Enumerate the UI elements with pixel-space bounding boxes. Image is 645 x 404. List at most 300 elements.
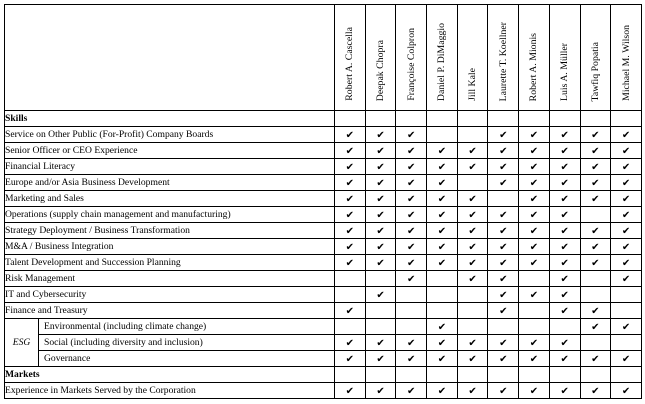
- check-mark-cell: [488, 383, 519, 399]
- check-mark-cell: [457, 271, 488, 287]
- check-mark-icon: ✔: [499, 274, 508, 285]
- skill-label: Operations (supply chain management and manufacturing): [5, 207, 335, 223]
- skill-row: [5, 303, 642, 319]
- check-mark-icon: ✔: [437, 338, 447, 349]
- check-mark-icon: ✔: [468, 194, 477, 205]
- check-mark-icon: ✔: [621, 354, 631, 365]
- check-mark-icon: ✔: [499, 210, 508, 221]
- check-mark-cell: [519, 175, 550, 191]
- check-mark-cell: [335, 207, 366, 223]
- check-mark-cell: [580, 175, 611, 191]
- check-mark-icon: ✔: [499, 290, 508, 301]
- check-mark-icon: ✔: [437, 258, 447, 269]
- check-mark-cell: [611, 159, 642, 175]
- check-mark-icon: ✔: [621, 226, 631, 237]
- empty-cell: [365, 367, 396, 383]
- empty-cell: [365, 303, 396, 319]
- check-mark-cell: [580, 383, 611, 399]
- check-mark-icon: ✔: [591, 178, 600, 189]
- skill-row: [5, 191, 642, 207]
- check-mark-icon: ✔: [468, 242, 477, 253]
- check-mark-icon: ✔: [407, 130, 416, 141]
- check-mark-icon: ✔: [529, 354, 539, 365]
- check-mark-icon: ✔: [621, 162, 631, 173]
- check-mark-cell: [488, 271, 519, 287]
- check-mark-cell: [488, 287, 519, 303]
- check-mark-icon: ✔: [499, 178, 508, 189]
- empty-cell: [457, 303, 488, 319]
- esg-group-label: ESG: [5, 319, 39, 367]
- check-mark-icon: ✔: [407, 210, 416, 221]
- empty-cell: [365, 319, 396, 335]
- check-mark-cell: [611, 175, 642, 191]
- director-name: Michael M. Wilson: [620, 25, 632, 101]
- empty-cell: [580, 287, 611, 303]
- skill-row: [5, 223, 642, 239]
- esg-label: Governance: [39, 351, 335, 367]
- check-mark-cell: [365, 127, 396, 143]
- check-mark-cell: [335, 143, 366, 159]
- check-mark-cell: [365, 255, 396, 271]
- check-mark-cell: [457, 207, 488, 223]
- check-mark-cell: [519, 191, 550, 207]
- check-mark-icon: ✔: [499, 306, 508, 317]
- check-mark-cell: [365, 175, 396, 191]
- director-header: [427, 5, 458, 111]
- director-header: [335, 5, 366, 111]
- check-mark-icon: ✔: [345, 242, 355, 253]
- check-mark-icon: ✔: [591, 226, 600, 237]
- empty-cell: [549, 319, 580, 335]
- check-mark-icon: ✔: [437, 322, 447, 333]
- skill-row: [5, 383, 642, 399]
- check-mark-icon: ✔: [529, 130, 539, 141]
- skill-label: Marketing and Sales: [5, 191, 335, 207]
- check-mark-icon: ✔: [407, 258, 416, 269]
- empty-cell: [335, 287, 366, 303]
- check-mark-cell: [335, 351, 366, 367]
- check-mark-cell: [549, 351, 580, 367]
- check-mark-icon: ✔: [468, 146, 477, 157]
- empty-cell: [549, 111, 580, 127]
- skill-row: [5, 175, 642, 191]
- empty-cell: [457, 175, 488, 191]
- skill-label: Financial Literacy: [5, 159, 335, 175]
- check-mark-cell: [611, 207, 642, 223]
- check-mark-cell: [519, 351, 550, 367]
- empty-cell: [580, 207, 611, 223]
- check-mark-cell: [335, 239, 366, 255]
- check-mark-icon: ✔: [529, 386, 539, 397]
- check-mark-icon: ✔: [560, 290, 569, 301]
- check-mark-icon: ✔: [376, 290, 385, 301]
- check-mark-icon: ✔: [376, 146, 385, 157]
- check-mark-cell: [580, 127, 611, 143]
- empty-cell: [611, 335, 642, 351]
- empty-cell: [580, 111, 611, 127]
- check-mark-cell: [396, 175, 427, 191]
- check-mark-icon: ✔: [437, 354, 447, 365]
- check-mark-icon: ✔: [376, 194, 385, 205]
- check-mark-cell: [365, 223, 396, 239]
- director-name: Luis A. Müller: [559, 43, 571, 101]
- esg-row: [5, 351, 642, 367]
- esg-label: Environmental (including climate change): [39, 319, 335, 335]
- check-mark-icon: ✔: [591, 258, 600, 269]
- check-mark-cell: [580, 143, 611, 159]
- director-header: [365, 5, 396, 111]
- check-mark-icon: ✔: [437, 194, 447, 205]
- check-mark-cell: [365, 287, 396, 303]
- check-mark-icon: ✔: [407, 338, 416, 349]
- check-mark-cell: [365, 239, 396, 255]
- check-mark-cell: [396, 207, 427, 223]
- check-mark-icon: ✔: [345, 226, 355, 237]
- check-mark-cell: [611, 239, 642, 255]
- check-mark-icon: ✔: [621, 178, 631, 189]
- check-mark-cell: [488, 207, 519, 223]
- empty-cell: [457, 319, 488, 335]
- skill-row: [5, 143, 642, 159]
- check-mark-icon: ✔: [407, 162, 416, 173]
- check-mark-cell: [427, 351, 458, 367]
- check-mark-cell: [396, 335, 427, 351]
- check-mark-cell: [335, 303, 366, 319]
- skill-label: Senior Officer or CEO Experience: [5, 143, 335, 159]
- empty-cell: [519, 303, 550, 319]
- check-mark-icon: ✔: [591, 130, 600, 141]
- check-mark-icon: ✔: [621, 274, 631, 285]
- check-mark-icon: ✔: [376, 258, 385, 269]
- skill-row: [5, 271, 642, 287]
- check-mark-cell: [549, 207, 580, 223]
- director-header: [580, 5, 611, 111]
- matrix-body: [5, 111, 642, 399]
- check-mark-cell: [427, 191, 458, 207]
- check-mark-icon: ✔: [591, 242, 600, 253]
- skill-label: Service on Other Public (For-Profit) Company Boards: [5, 127, 335, 143]
- check-mark-icon: ✔: [437, 162, 447, 173]
- check-mark-icon: ✔: [499, 338, 508, 349]
- check-mark-cell: [457, 191, 488, 207]
- check-mark-icon: ✔: [499, 258, 508, 269]
- check-mark-cell: [365, 191, 396, 207]
- esg-row: [5, 319, 642, 335]
- check-mark-cell: [580, 223, 611, 239]
- check-mark-cell: [549, 223, 580, 239]
- check-mark-icon: ✔: [407, 274, 416, 285]
- check-mark-icon: ✔: [376, 130, 385, 141]
- check-mark-cell: [427, 207, 458, 223]
- check-mark-cell: [549, 239, 580, 255]
- empty-cell: [335, 367, 366, 383]
- check-mark-icon: ✔: [560, 274, 569, 285]
- empty-cell: [488, 319, 519, 335]
- empty-cell: [611, 303, 642, 319]
- check-mark-cell: [457, 335, 488, 351]
- skill-row: [5, 159, 642, 175]
- director-header: [457, 5, 488, 111]
- check-mark-icon: ✔: [560, 306, 569, 317]
- check-mark-cell: [335, 127, 366, 143]
- check-mark-icon: ✔: [468, 162, 477, 173]
- check-mark-icon: ✔: [591, 194, 600, 205]
- check-mark-cell: [427, 319, 458, 335]
- director-skills-matrix: [4, 4, 642, 399]
- check-mark-icon: ✔: [437, 226, 447, 237]
- check-mark-cell: [427, 223, 458, 239]
- check-mark-icon: ✔: [529, 338, 539, 349]
- check-mark-cell: [427, 383, 458, 399]
- check-mark-icon: ✔: [529, 226, 539, 237]
- check-mark-icon: ✔: [499, 162, 508, 173]
- check-mark-cell: [549, 143, 580, 159]
- check-mark-icon: ✔: [468, 274, 477, 285]
- check-mark-cell: [335, 175, 366, 191]
- section-title: Markets: [5, 367, 335, 383]
- check-mark-cell: [365, 143, 396, 159]
- empty-cell: [519, 319, 550, 335]
- check-mark-cell: [611, 143, 642, 159]
- check-mark-icon: ✔: [560, 162, 569, 173]
- check-mark-cell: [365, 351, 396, 367]
- check-mark-cell: [488, 143, 519, 159]
- check-mark-icon: ✔: [407, 354, 416, 365]
- empty-cell: [396, 111, 427, 127]
- check-mark-cell: [549, 191, 580, 207]
- check-mark-icon: ✔: [407, 194, 416, 205]
- check-mark-icon: ✔: [345, 194, 355, 205]
- check-mark-icon: ✔: [529, 162, 539, 173]
- director-name: Laurette T. Koellner: [497, 21, 509, 101]
- check-mark-icon: ✔: [468, 258, 477, 269]
- empty-cell: [611, 287, 642, 303]
- empty-cell: [519, 271, 550, 287]
- check-mark-icon: ✔: [345, 130, 355, 141]
- skill-label: Talent Development and Succession Planning: [5, 255, 335, 271]
- skill-label: IT and Cybersecurity: [5, 287, 335, 303]
- check-mark-icon: ✔: [591, 386, 600, 397]
- section-title: Skills: [5, 111, 335, 127]
- check-mark-cell: [580, 319, 611, 335]
- skill-row: [5, 207, 642, 223]
- check-mark-cell: [457, 159, 488, 175]
- check-mark-icon: ✔: [376, 162, 385, 173]
- check-mark-cell: [457, 255, 488, 271]
- check-mark-icon: ✔: [560, 146, 569, 157]
- empty-cell: [488, 191, 519, 207]
- check-mark-icon: ✔: [499, 242, 508, 253]
- check-mark-icon: ✔: [560, 338, 569, 349]
- check-mark-icon: ✔: [560, 258, 569, 269]
- check-mark-icon: ✔: [345, 386, 355, 397]
- check-mark-icon: ✔: [591, 306, 600, 317]
- check-mark-icon: ✔: [621, 146, 631, 157]
- check-mark-cell: [396, 159, 427, 175]
- check-mark-cell: [519, 383, 550, 399]
- check-mark-icon: ✔: [468, 210, 477, 221]
- check-mark-icon: ✔: [468, 338, 477, 349]
- check-mark-cell: [580, 239, 611, 255]
- check-mark-cell: [549, 127, 580, 143]
- empty-cell: [335, 111, 366, 127]
- check-mark-icon: ✔: [621, 242, 631, 253]
- check-mark-icon: ✔: [345, 306, 355, 317]
- check-mark-cell: [396, 143, 427, 159]
- check-mark-icon: ✔: [621, 130, 631, 141]
- director-name: Tawfiq Popatia: [589, 41, 601, 101]
- check-mark-cell: [519, 127, 550, 143]
- check-mark-cell: [549, 303, 580, 319]
- check-mark-icon: ✔: [591, 354, 600, 365]
- check-mark-cell: [488, 239, 519, 255]
- check-mark-cell: [396, 351, 427, 367]
- check-mark-cell: [549, 175, 580, 191]
- check-mark-cell: [580, 303, 611, 319]
- check-mark-icon: ✔: [345, 146, 355, 157]
- skill-label: Experience in Markets Served by the Corporation: [5, 383, 335, 399]
- check-mark-cell: [519, 335, 550, 351]
- empty-cell: [457, 111, 488, 127]
- check-mark-cell: [519, 143, 550, 159]
- check-mark-cell: [519, 223, 550, 239]
- check-mark-icon: ✔: [560, 386, 569, 397]
- check-mark-cell: [396, 127, 427, 143]
- empty-cell: [427, 271, 458, 287]
- director-name: Robert A. Mionis: [528, 32, 540, 101]
- skill-label: M&A / Business Integration: [5, 239, 335, 255]
- director-header: [396, 5, 427, 111]
- check-mark-cell: [580, 351, 611, 367]
- check-mark-cell: [335, 191, 366, 207]
- check-mark-cell: [488, 223, 519, 239]
- check-mark-icon: ✔: [591, 322, 600, 333]
- check-mark-cell: [457, 239, 488, 255]
- check-mark-cell: [549, 383, 580, 399]
- empty-cell: [335, 319, 366, 335]
- skill-label: Strategy Deployment / Business Transformation: [5, 223, 335, 239]
- director-header: [549, 5, 580, 111]
- check-mark-cell: [335, 223, 366, 239]
- director-name: Daniel P. DiMaggio: [436, 22, 448, 101]
- check-mark-icon: ✔: [376, 178, 385, 189]
- empty-cell: [365, 111, 396, 127]
- empty-cell: [396, 367, 427, 383]
- check-mark-cell: [611, 383, 642, 399]
- skill-row: [5, 287, 642, 303]
- empty-cell: [396, 319, 427, 335]
- check-mark-cell: [549, 159, 580, 175]
- check-mark-cell: [365, 383, 396, 399]
- empty-cell: [611, 111, 642, 127]
- esg-row: [5, 335, 642, 351]
- check-mark-icon: ✔: [345, 210, 355, 221]
- empty-cell: [549, 367, 580, 383]
- check-mark-cell: [549, 255, 580, 271]
- check-mark-icon: ✔: [376, 354, 385, 365]
- director-name: Jill Kale: [467, 68, 479, 101]
- check-mark-icon: ✔: [499, 146, 508, 157]
- check-mark-icon: ✔: [345, 178, 355, 189]
- check-mark-cell: [519, 239, 550, 255]
- check-mark-cell: [396, 271, 427, 287]
- check-mark-icon: ✔: [499, 386, 508, 397]
- check-mark-cell: [335, 335, 366, 351]
- check-mark-cell: [580, 255, 611, 271]
- empty-cell: [335, 271, 366, 287]
- check-mark-icon: ✔: [560, 242, 569, 253]
- empty-cell: [396, 287, 427, 303]
- check-mark-icon: ✔: [621, 386, 631, 397]
- check-mark-cell: [365, 335, 396, 351]
- director-header: [488, 5, 519, 111]
- check-mark-icon: ✔: [376, 386, 385, 397]
- skill-label: Europe and/or Asia Business Development: [5, 175, 335, 191]
- check-mark-icon: ✔: [468, 386, 477, 397]
- empty-cell: [457, 287, 488, 303]
- check-mark-icon: ✔: [621, 258, 631, 269]
- check-mark-icon: ✔: [560, 178, 569, 189]
- check-mark-icon: ✔: [529, 178, 539, 189]
- check-mark-icon: ✔: [499, 130, 508, 141]
- skill-label: Finance and Treasury: [5, 303, 335, 319]
- check-mark-cell: [427, 239, 458, 255]
- check-mark-icon: ✔: [499, 354, 508, 365]
- check-mark-cell: [488, 255, 519, 271]
- check-mark-icon: ✔: [376, 226, 385, 237]
- check-mark-cell: [488, 175, 519, 191]
- check-mark-cell: [519, 287, 550, 303]
- empty-cell: [519, 111, 550, 127]
- check-mark-cell: [611, 127, 642, 143]
- check-mark-icon: ✔: [560, 194, 569, 205]
- check-mark-cell: [519, 255, 550, 271]
- empty-cell: [580, 335, 611, 351]
- check-mark-icon: ✔: [345, 354, 355, 365]
- section-header-row: [5, 367, 642, 383]
- check-mark-cell: [457, 143, 488, 159]
- check-mark-icon: ✔: [345, 338, 355, 349]
- check-mark-icon: ✔: [376, 210, 385, 221]
- check-mark-cell: [549, 335, 580, 351]
- check-mark-cell: [427, 159, 458, 175]
- director-header: [519, 5, 550, 111]
- check-mark-icon: ✔: [560, 226, 569, 237]
- check-mark-cell: [335, 255, 366, 271]
- check-mark-icon: ✔: [468, 226, 477, 237]
- check-mark-cell: [457, 351, 488, 367]
- check-mark-cell: [611, 319, 642, 335]
- check-mark-icon: ✔: [437, 178, 447, 189]
- empty-cell: [611, 367, 642, 383]
- check-mark-icon: ✔: [621, 194, 631, 205]
- check-mark-cell: [488, 351, 519, 367]
- empty-cell: [580, 367, 611, 383]
- skill-row: [5, 255, 642, 271]
- check-mark-cell: [488, 303, 519, 319]
- check-mark-cell: [427, 143, 458, 159]
- check-mark-icon: ✔: [345, 162, 355, 173]
- check-mark-cell: [396, 191, 427, 207]
- check-mark-cell: [396, 223, 427, 239]
- check-mark-cell: [488, 159, 519, 175]
- check-mark-icon: ✔: [529, 290, 539, 301]
- esg-label: Social (including diversity and inclusion): [39, 335, 335, 351]
- check-mark-icon: ✔: [529, 194, 539, 205]
- check-mark-icon: ✔: [529, 146, 539, 157]
- check-mark-icon: ✔: [560, 354, 569, 365]
- check-mark-cell: [335, 159, 366, 175]
